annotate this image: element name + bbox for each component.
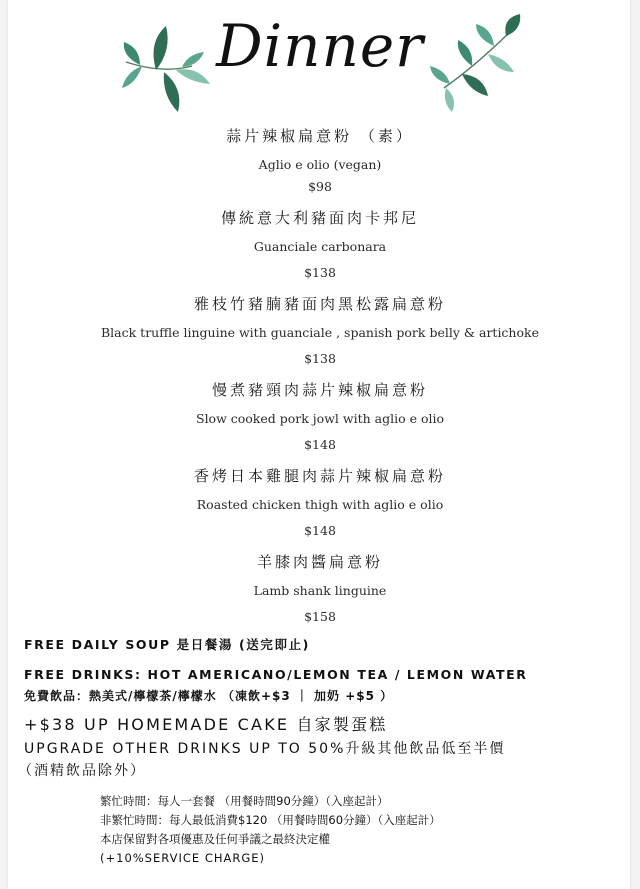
- dish-name-en: Black truffle linguine with guanciale , spanish pork belly & artichoke: [100, 325, 539, 340]
- dish-name-zh: 羊膝肉醬扁意粉: [256, 553, 383, 571]
- dish-name-en: Lamb shank linguine: [253, 583, 387, 598]
- upgrade-exclusion-note: （酒精飲品除外）: [18, 763, 146, 779]
- busy-hours-rule: 繁忙時間：每人一套餐 （用餐時間90分鐘）（入座起計）: [100, 794, 389, 808]
- dish-name-zh: 蒜片辣椒扁意粉 （素）: [226, 127, 414, 145]
- cake-offer-line: +$38 UP HOMEMADE CAKE 自家製蛋糕: [24, 715, 388, 734]
- dish-price: $158: [304, 609, 336, 624]
- dish-name-en: Slow cooked pork jowl with aglio e olio: [196, 411, 444, 426]
- free-drinks-zh-line: 免費飲品：熱美式/檸檬茶/檸檬水 （凍飲+$3 ｜ 加奶 +$5 ）: [24, 689, 394, 703]
- dish-price: $98: [308, 179, 332, 194]
- dish-price: $148: [304, 523, 336, 538]
- free-drinks-line: FREE DRINKS: HOT AMERICANO/LEMON TEA / LEMON WATER: [24, 667, 528, 682]
- dish-name-en: Aglio e olio (vegan): [258, 157, 382, 172]
- dish-item: [0, 125, 640, 197]
- offers-section: [18, 632, 624, 782]
- dish-price: $138: [304, 351, 336, 366]
- final-decision-note: 本店保留對各項優惠及任何爭議之最終決定權: [100, 832, 330, 846]
- dish-price: $148: [304, 437, 336, 452]
- dish-item: [0, 207, 640, 283]
- non-busy-hours-rule: 非繁忙時間：每人最低消費$120 （用餐時間60分鐘）（入座起計）: [100, 813, 441, 827]
- leaf: [445, 88, 454, 112]
- dish-name-en: Guanciale carbonara: [253, 239, 387, 254]
- service-charge-note: (+10%SERVICE CHARGE): [100, 851, 266, 865]
- dish-item: [0, 293, 640, 369]
- upgrade-drinks-line: UPGRADE OTHER DRINKS UP TO 50%升級其他飲品低至半價: [24, 741, 506, 757]
- dish-item: [0, 379, 640, 455]
- dish-name-zh: 香烤日本雞腿肉蒜片辣椒扁意粉: [193, 467, 446, 485]
- dish-item: [0, 465, 640, 541]
- dish-list: [0, 125, 640, 637]
- dish-name-zh: 慢煮豬頸肉蒜片辣椒扁意粉: [211, 381, 428, 399]
- free-soup-line: FREE DAILY SOUP 是日餐湯 (送完即止): [24, 637, 310, 652]
- dish-name-zh: 傳統意大利豬面肉卡邦尼: [220, 209, 419, 227]
- dish-name-en: Roasted chicken thigh with aglio e olio: [196, 497, 444, 512]
- dish-price: $138: [304, 265, 336, 280]
- dining-rules: [100, 792, 441, 868]
- dish-item: [0, 551, 640, 627]
- page-title: Dinner: [216, 12, 424, 80]
- dish-name-zh: 雅枝竹豬腩豬面肉黑松露扁意粉: [193, 295, 446, 313]
